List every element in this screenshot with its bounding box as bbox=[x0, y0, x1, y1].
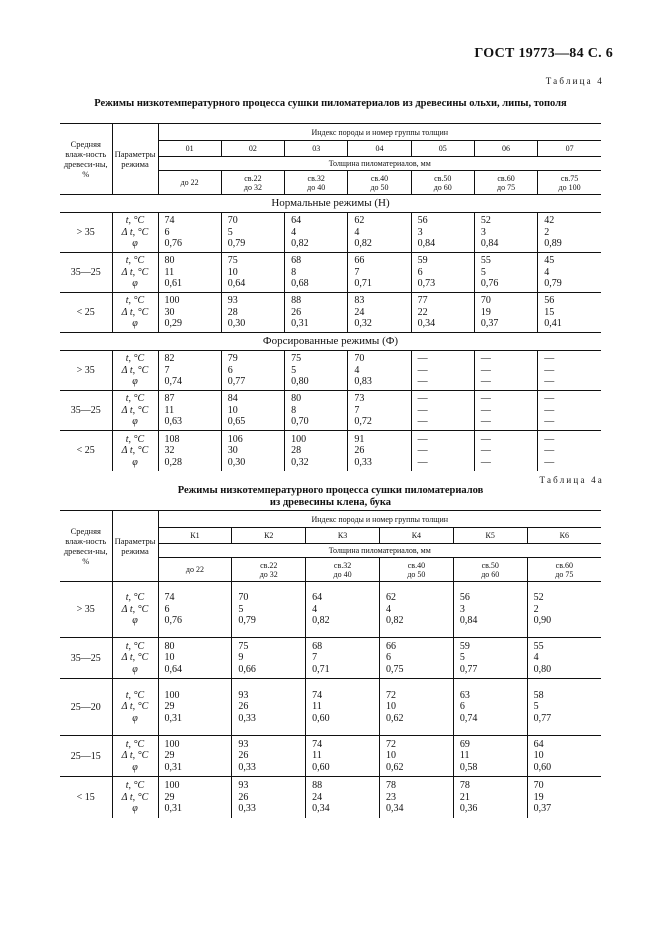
moisture-cell: 35—25 bbox=[60, 638, 112, 679]
thickness-cell: св.60 до 75 bbox=[474, 171, 537, 195]
table4a bbox=[60, 510, 601, 818]
params-cell: t, °C Δ t, °C φ bbox=[112, 736, 158, 777]
value-cell: 62 4 0,82 bbox=[379, 582, 453, 638]
value-cell: 100 28 0,32 bbox=[285, 431, 348, 471]
thickness-cell: св.22 до 32 bbox=[221, 171, 284, 195]
page-header: ГОСТ 19773—84 С. 6 bbox=[474, 46, 613, 61]
value-cell: 80 10 0,64 bbox=[158, 638, 232, 679]
params-cell: t, °C Δ t, °C φ bbox=[112, 582, 158, 638]
thickness-header: Толщина пиломатериалов, мм bbox=[158, 544, 601, 558]
value-cell: 68 7 0,71 bbox=[306, 638, 380, 679]
value-cell: 80 11 0,61 bbox=[158, 253, 221, 293]
moisture-cell: 25—20 bbox=[60, 679, 112, 736]
thickness-cell: св.40 до 50 bbox=[348, 171, 411, 195]
value-cell: 59 5 0,77 bbox=[453, 638, 527, 679]
value-cell: 72 10 0,62 bbox=[379, 679, 453, 736]
group-header: 07 bbox=[538, 141, 601, 157]
value-cell: 93 26 0,33 bbox=[232, 679, 306, 736]
index-header: Индекс породы и номер группы толщин bbox=[158, 511, 601, 528]
value-cell: 66 7 0,71 bbox=[348, 253, 411, 293]
value-cell: 100 29 0,31 bbox=[158, 736, 232, 777]
value-cell: 70 19 0,37 bbox=[474, 293, 537, 333]
col-params-header: Параметры режима bbox=[112, 511, 158, 582]
moisture-cell: < 25 bbox=[60, 293, 112, 333]
group-header: К6 bbox=[527, 528, 601, 544]
value-cell: 93 26 0,33 bbox=[232, 736, 306, 777]
value-cell: 74 6 0,76 bbox=[158, 213, 221, 253]
value-cell: 69 11 0,58 bbox=[453, 736, 527, 777]
value-cell: 64 10 0,60 bbox=[533, 738, 552, 773]
moisture-cell: < 15 bbox=[60, 777, 112, 818]
col-params-header: Параметры режима bbox=[112, 124, 158, 195]
params-cell: t, °C Δ t, °C φ bbox=[112, 293, 158, 333]
value-cell: 87 11 0,63 bbox=[158, 391, 221, 431]
thickness-cell: св.32 до 40 bbox=[306, 558, 380, 582]
value-cell: 75 5 0,80 bbox=[285, 351, 348, 391]
value-cell: 70 4 0,83 bbox=[348, 351, 411, 391]
value-cell: 93 28 0,30 bbox=[221, 293, 284, 333]
value-cell: 93 26 0,33 bbox=[232, 777, 306, 818]
value-cell: 100 30 0,29 bbox=[158, 293, 221, 333]
moisture-cell: 25—15 bbox=[60, 736, 112, 777]
value-cell: 58 5 0,77 bbox=[533, 689, 552, 724]
group-header: К3 bbox=[306, 528, 380, 544]
value-cell: 88 26 0,31 bbox=[285, 293, 348, 333]
value-cell: 66 6 0,75 bbox=[379, 638, 453, 679]
value-cell: 100 29 0,31 bbox=[158, 679, 232, 736]
moisture-cell: > 35 bbox=[60, 213, 112, 253]
thickness-header: Толщина пиломатериалов, мм bbox=[158, 157, 601, 171]
thickness-cell: св.22 до 32 bbox=[232, 558, 306, 582]
value-cell: 77 22 0,34 bbox=[411, 293, 474, 333]
index-header: Индекс породы и номер группы толщин bbox=[158, 124, 601, 141]
value-cell: — — — bbox=[411, 431, 474, 471]
value-cell: 59 6 0,73 bbox=[411, 253, 474, 293]
value-cell: 42 2 0,89 bbox=[544, 215, 562, 250]
params-cell: t, °C Δ t, °C φ bbox=[112, 391, 158, 431]
value-cell: 88 24 0,34 bbox=[306, 777, 380, 818]
value-cell: — — — bbox=[474, 351, 537, 391]
value-cell: 52 2 0,90 bbox=[533, 592, 552, 627]
group-header: 02 bbox=[221, 141, 284, 157]
value-cell: 74 11 0,60 bbox=[306, 736, 380, 777]
group-header: 03 bbox=[285, 141, 348, 157]
value-cell: 75 10 0,64 bbox=[221, 253, 284, 293]
value-cell: 55 5 0,76 bbox=[474, 253, 537, 293]
value-cell: 106 30 0,30 bbox=[221, 431, 284, 471]
value-cell: 100 29 0,31 bbox=[158, 777, 232, 818]
moisture-cell: > 35 bbox=[60, 351, 112, 391]
params-cell: t, °C Δ t, °C φ bbox=[112, 638, 158, 679]
value-cell: — — — bbox=[474, 431, 537, 471]
table4a-title-line1: Режимы низкотемпературного процесса сушки пиломатериалов bbox=[177, 485, 484, 496]
params-cell: t, °C Δ t, °C φ bbox=[112, 431, 158, 471]
value-cell: 56 3 0,84 bbox=[453, 582, 527, 638]
thickness-cell: св.50 до 60 bbox=[453, 558, 527, 582]
value-cell: 78 23 0,34 bbox=[379, 777, 453, 818]
value-cell: 68 8 0,68 bbox=[285, 253, 348, 293]
value-cell: 75 9 0,66 bbox=[232, 638, 306, 679]
moisture-cell: 35—25 bbox=[60, 253, 112, 293]
value-cell: 72 10 0,62 bbox=[379, 736, 453, 777]
params-cell: t, °C Δ t, °C φ bbox=[112, 253, 158, 293]
params-cell: t, °C Δ t, °C φ bbox=[112, 351, 158, 391]
section-header: Форсированные режимы (Ф) bbox=[60, 333, 601, 351]
value-cell: 82 7 0,74 bbox=[158, 351, 221, 391]
thickness-cell: св.40 до 50 bbox=[379, 558, 453, 582]
value-cell: 70 19 0,37 bbox=[533, 780, 552, 814]
thickness-cell: св.50 до 60 bbox=[411, 171, 474, 195]
value-cell: — — — bbox=[544, 393, 555, 428]
params-cell: t, °C Δ t, °C φ bbox=[112, 679, 158, 736]
table4-title: Режимы низкотемпературного процесса сушки пиломатериалов из древесины ольхи, липы, тополя bbox=[94, 98, 567, 109]
value-cell: 70 5 0,79 bbox=[232, 582, 306, 638]
group-header: 05 bbox=[411, 141, 474, 157]
thickness-cell: св.60 до 75 bbox=[527, 558, 601, 582]
value-cell: 73 7 0,72 bbox=[348, 391, 411, 431]
value-cell: — — — bbox=[474, 391, 537, 431]
group-header: 04 bbox=[348, 141, 411, 157]
col-moisture-header: Средняя влаж-ность древеси-ны, % bbox=[60, 124, 112, 195]
table4 bbox=[60, 123, 601, 471]
value-cell: 80 8 0,70 bbox=[285, 391, 348, 431]
thickness-cell: св.75 до 100 bbox=[538, 171, 601, 195]
moisture-cell: < 25 bbox=[60, 431, 112, 471]
section-header: Нормальные режимы (Н) bbox=[60, 195, 601, 213]
value-cell: — — — bbox=[544, 353, 555, 388]
group-header: К2 bbox=[232, 528, 306, 544]
group-header: 06 bbox=[474, 141, 537, 157]
params-cell: t, °C Δ t, °C φ bbox=[112, 213, 158, 253]
value-cell: 56 15 0,41 bbox=[544, 295, 562, 330]
value-cell: — — — bbox=[411, 391, 474, 431]
value-cell: 78 21 0,36 bbox=[453, 777, 527, 818]
value-cell: 63 6 0,74 bbox=[453, 679, 527, 736]
value-cell: 79 6 0,77 bbox=[221, 351, 284, 391]
value-cell: 91 26 0,33 bbox=[348, 431, 411, 471]
thickness-cell: св.32 до 40 bbox=[285, 171, 348, 195]
group-header: К5 bbox=[453, 528, 527, 544]
table4a-title bbox=[0, 485, 661, 509]
table4a-title-line2: из древесины клена, бука bbox=[269, 497, 392, 508]
table4-label: Таблица 4 bbox=[545, 76, 604, 86]
value-cell: 70 5 0,79 bbox=[221, 213, 284, 253]
col-moisture-header: Средняя влаж-ность древеси-ны, % bbox=[60, 511, 112, 582]
value-cell: — — — bbox=[544, 433, 555, 468]
moisture-cell: 35—25 bbox=[60, 391, 112, 431]
value-cell: 83 24 0,32 bbox=[348, 293, 411, 333]
value-cell: 64 4 0,82 bbox=[285, 213, 348, 253]
value-cell: 74 11 0,60 bbox=[306, 679, 380, 736]
group-header: 01 bbox=[158, 141, 221, 157]
thickness-cell: до 22 bbox=[158, 171, 221, 195]
value-cell: 56 3 0,84 bbox=[411, 213, 474, 253]
params-cell: t, °C Δ t, °C φ bbox=[112, 777, 158, 818]
value-cell: 62 4 0,82 bbox=[348, 213, 411, 253]
value-cell: 55 4 0,80 bbox=[533, 640, 552, 675]
value-cell: 45 4 0,79 bbox=[544, 255, 562, 290]
table4a-label: Таблица 4а bbox=[539, 475, 604, 485]
value-cell: — — — bbox=[411, 351, 474, 391]
value-cell: 52 3 0,84 bbox=[474, 213, 537, 253]
moisture-cell: > 35 bbox=[60, 582, 112, 638]
value-cell: 84 10 0,65 bbox=[221, 391, 284, 431]
value-cell: 64 4 0,82 bbox=[306, 582, 380, 638]
value-cell: 108 32 0,28 bbox=[158, 431, 221, 471]
group-header: К4 bbox=[379, 528, 453, 544]
group-header: К1 bbox=[158, 528, 232, 544]
thickness-cell: до 22 bbox=[158, 558, 232, 582]
value-cell: 74 6 0,76 bbox=[158, 582, 232, 638]
